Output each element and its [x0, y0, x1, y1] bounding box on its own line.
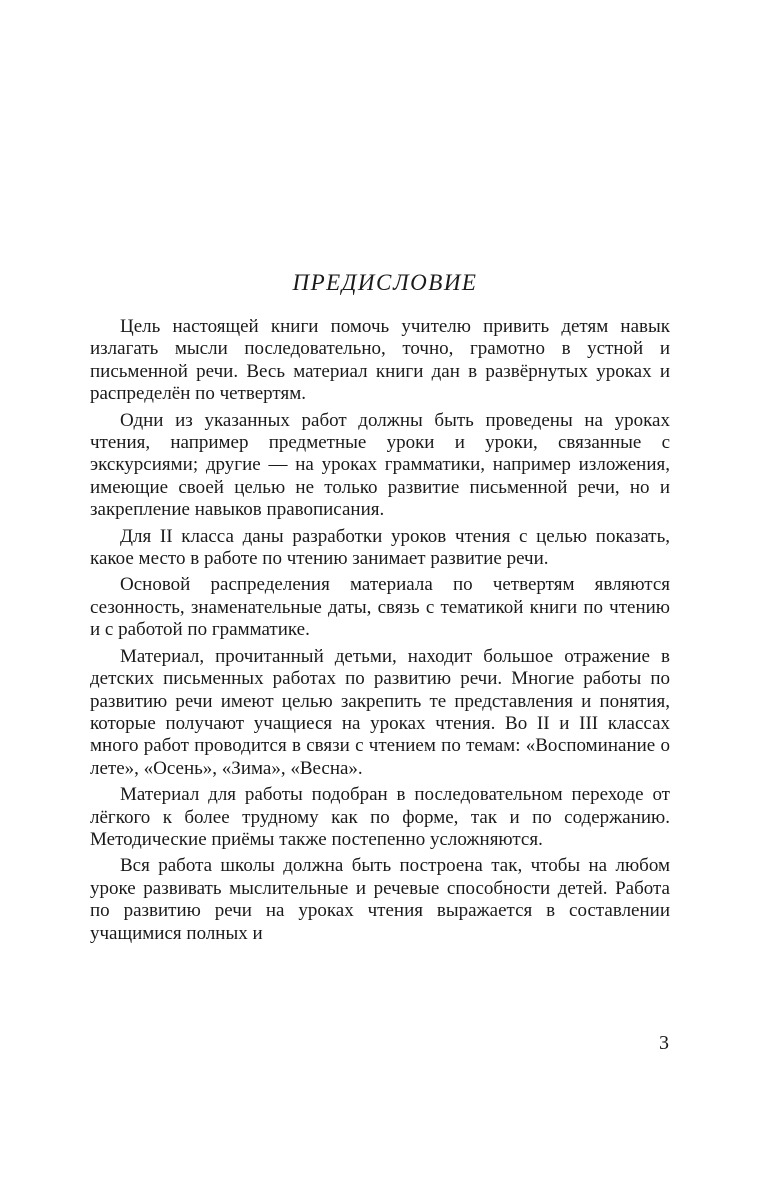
paragraph-2: Одни из указанных работ должны быть проведены на уроках чтения, например предметные уроки и уроки, связанные с экскурсиями; другие — на уроках грамматики, например изложения, имеющие своей целью не только развитие письменной речи, но и закрепление навыков правописания. [90, 409, 670, 521]
paragraph-5: Материал, прочитанный детьми, находит большое отражение в детских письменных работах по развитию речи. Многие работы по развитию речи имеют целью закрепить те представления и понятия, которые получают учащиеся на уроках чтения. Во II и III классах много работ проводится в связи с чтением по темам: «Воспоминание о лете», «Осень», «Зима», «Весна». [90, 645, 670, 779]
paragraph-3: Для II класса даны разработки уроков чтения с целью показать, какое место в работе по чтению занимает развитие речи. [90, 525, 670, 570]
page-number: 3 [659, 1032, 669, 1054]
paragraph-1: Цель настоящей книги помочь учителю привить детям навык излагать мысли последовательно, точно, грамотно в устной и письменной речи. Весь материал книги дан в развёрнутых уроках и распределён по четвертям. [90, 316, 670, 405]
paragraph-7: Вся работа школы должна быть построена так, чтобы на любом уроке развивать мыслительные и речевые способности детей. Работа по развитию речи на уроках чтения выражается в составлении учащимися полных и [90, 855, 670, 944]
page-title: ПРЕДИСЛОВИЕ [292, 270, 478, 295]
paragraph-4: Основой распределения материала по четвертям являются сезонность, знаменательные даты, связь с тематикой книги по чтению и с работой по грамматике. [90, 574, 670, 641]
preface-body [90, 316, 670, 949]
paragraph-6: Материал для работы подобран в последовательном переходе от лёгкого к более трудному как по форме, так и по содержанию. Методические приёмы также постепенно усложняются. [90, 784, 670, 850]
